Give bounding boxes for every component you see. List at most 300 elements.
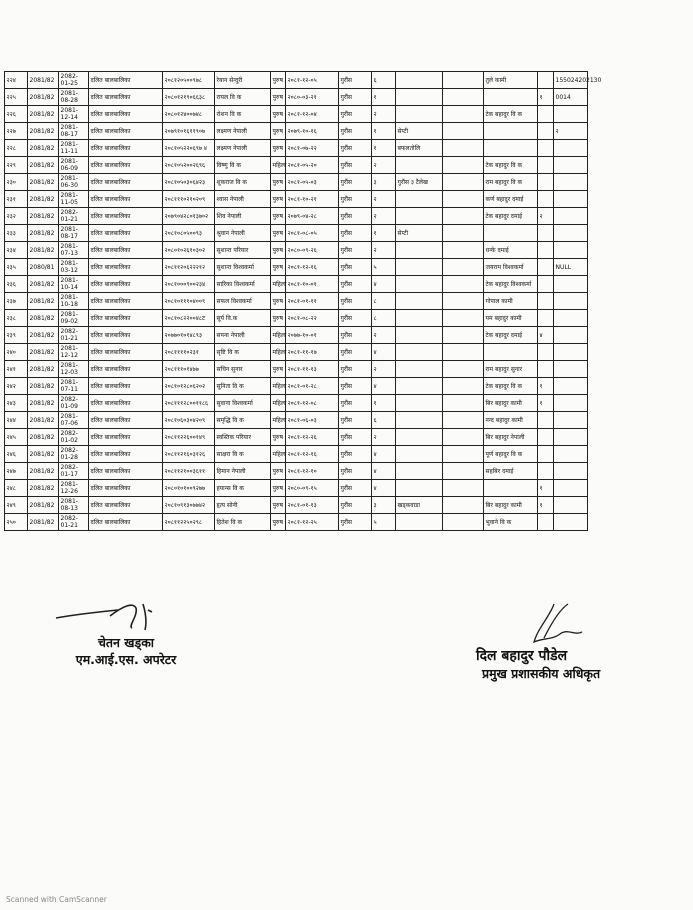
fiscal-year-cell: 2081/82	[28, 123, 59, 140]
birth-reg-no-cell: २०८०१२१९०६६३८	[163, 89, 215, 106]
child-name-cell: लक्ष्मण नेपाली	[215, 140, 271, 157]
ward-cell: १	[372, 140, 396, 157]
birth-reg-no-cell: २०८११२१००३६११	[163, 463, 215, 480]
fiscal-year-cell: 2081/82	[28, 463, 59, 480]
count-cell	[538, 157, 554, 174]
note-cell	[443, 106, 484, 123]
ward-cell: ४	[372, 378, 396, 395]
parent-name-cell: राम बहादुर सुनार	[484, 361, 538, 378]
ward-cell: ४	[372, 276, 396, 293]
table-row	[5, 174, 588, 191]
parent-name-cell	[484, 225, 538, 242]
ward-cell: ८	[372, 310, 396, 327]
count-cell	[538, 242, 554, 259]
fiscal-year-cell: 2081/82	[28, 106, 59, 123]
ward-cell: ५	[372, 259, 396, 276]
child-name-cell: हृत्य सोनी	[215, 497, 271, 514]
fiscal-year-cell: 2081/82	[28, 327, 59, 344]
note-cell	[443, 293, 484, 310]
fiscal-year-cell: 2081/82	[28, 191, 59, 208]
birth-date-cell: २०८१-१२-०४	[286, 106, 339, 123]
entry-date-cell: 2082-01-25	[59, 72, 89, 89]
parent-name-cell: सहबिर दमाई	[484, 463, 538, 480]
serial-no-cell: २४८	[5, 480, 28, 497]
address-cell: गुरौंस	[339, 327, 372, 344]
birth-date-cell: २०८१-१२-१०	[286, 463, 339, 480]
count-cell: २	[538, 208, 554, 225]
note-cell	[443, 480, 484, 497]
place-cell	[396, 412, 443, 429]
fiscal-year-cell: 2081/82	[28, 157, 59, 174]
remark-cell	[554, 463, 588, 480]
ward-cell: ३	[372, 497, 396, 514]
category-cell: दलित बालबालिका	[89, 378, 163, 395]
gender-cell: पुरुष	[271, 208, 286, 225]
right-signer-name: दिल बहादुर पौडेल	[476, 648, 568, 664]
count-cell	[538, 276, 554, 293]
entry-date-cell: 2081-06-09	[59, 157, 89, 174]
parent-name-cell	[484, 344, 538, 361]
parent-name-cell: पूर्ण बहादुर वि क	[484, 446, 538, 463]
address-cell: गुरौंस	[339, 242, 372, 259]
fiscal-year-cell: 2081/82	[28, 208, 59, 225]
table-row	[5, 514, 588, 531]
address-cell: गुरौंस	[339, 514, 372, 531]
category-cell: दलित बालबालिका	[89, 140, 163, 157]
birth-date-cell: २०८१-०७-२२	[286, 140, 339, 157]
address-cell: गुरौंस	[339, 310, 372, 327]
gender-cell: पुरुष	[271, 123, 286, 140]
child-name-cell: सपना नेपाली	[215, 327, 271, 344]
count-cell: १	[538, 480, 554, 497]
entry-date-cell: 2082-01-28	[59, 446, 89, 463]
gender-cell: पुरुष	[271, 242, 286, 259]
gender-cell: पुरुष	[271, 361, 286, 378]
table-row	[5, 293, 588, 310]
category-cell: दलित बालबालिका	[89, 344, 163, 361]
fiscal-year-cell: 2081/82	[28, 395, 59, 412]
table-row	[5, 89, 588, 106]
fiscal-year-cell: 2081/82	[28, 429, 59, 446]
remark-cell	[554, 395, 588, 412]
left-signer-title: एम.आई.एस. अपरेटर	[75, 652, 177, 667]
note-cell	[443, 140, 484, 157]
birth-date-cell: २०८१-०५-०३	[286, 174, 339, 191]
note-cell	[443, 89, 484, 106]
place-cell: सेप्टी	[396, 123, 443, 140]
ward-cell: ४	[372, 463, 396, 480]
count-cell	[538, 446, 554, 463]
gender-cell: पुरुष	[271, 106, 286, 123]
ward-cell: ४	[372, 480, 396, 497]
gender-cell: महिला	[271, 276, 286, 293]
birth-date-cell: २०८०-०३-२१	[286, 89, 339, 106]
category-cell: दलित बालबालिका	[89, 446, 163, 463]
gender-cell: पुरुष	[271, 429, 286, 446]
remark-cell	[554, 140, 588, 157]
note-cell	[443, 225, 484, 242]
note-cell	[443, 497, 484, 514]
count-cell	[538, 344, 554, 361]
category-cell: दलित बालबालिका	[89, 361, 163, 378]
remark-cell	[554, 446, 588, 463]
note-cell	[443, 463, 484, 480]
table-row	[5, 480, 588, 497]
parent-name-cell: भुवाने वि क	[484, 514, 538, 531]
count-cell	[538, 174, 554, 191]
serial-no-cell: २३३	[5, 225, 28, 242]
gender-cell: महिला	[271, 344, 286, 361]
serial-no-cell: २४०	[5, 344, 28, 361]
category-cell: दलित बालबालिका	[89, 514, 163, 531]
ward-cell: ५	[372, 514, 396, 531]
parent-name-cell: कर्ण बहादुर दमाई	[484, 191, 538, 208]
count-cell	[538, 412, 554, 429]
birth-reg-no-cell: २०८१०१२८०६२०२	[163, 378, 215, 395]
place-cell	[396, 276, 443, 293]
entry-date-cell: 2081-08-28	[59, 89, 89, 106]
table-row	[5, 463, 588, 480]
remark-cell	[554, 480, 588, 497]
birth-reg-no-cell: २०८१११२८००११८६	[163, 395, 215, 412]
gender-cell: महिला	[271, 412, 286, 429]
ward-cell: २	[372, 361, 396, 378]
count-cell	[538, 429, 554, 446]
fiscal-year-cell: 2081/82	[28, 174, 59, 191]
note-cell	[443, 344, 484, 361]
address-cell: गुरौंस	[339, 344, 372, 361]
serial-no-cell: २४२	[5, 378, 28, 395]
address-cell: गुरौंस	[339, 106, 372, 123]
note-cell	[443, 361, 484, 378]
birth-date-cell: २०८१-०१-११	[286, 293, 339, 310]
category-cell: दलित बालबालिका	[89, 174, 163, 191]
category-cell: दलित बालबालिका	[89, 395, 163, 412]
note-cell	[443, 395, 484, 412]
gender-cell: पुरुष	[271, 497, 286, 514]
entry-date-cell: 2082-01-21	[59, 514, 89, 531]
ward-cell: ४	[372, 446, 396, 463]
note-cell	[443, 259, 484, 276]
place-cell	[396, 293, 443, 310]
entry-date-cell: 2082-01-17	[59, 463, 89, 480]
place-cell: बफलतोलि	[396, 140, 443, 157]
table-row	[5, 191, 588, 208]
count-cell	[538, 123, 554, 140]
ward-cell: ६	[372, 412, 396, 429]
serial-no-cell: २४१	[5, 361, 28, 378]
birth-date-cell: २०८१-०८-२२	[286, 310, 339, 327]
fiscal-year-cell: 2081/82	[28, 378, 59, 395]
place-cell	[396, 259, 443, 276]
child-name-cell: स्वस्तिक परियार	[215, 429, 271, 446]
address-cell: गुरौंस	[339, 140, 372, 157]
serial-no-cell: २४३	[5, 395, 28, 412]
birth-date-cell: २०८१-१२-१६	[286, 446, 339, 463]
category-cell: दलित बालबालिका	[89, 259, 163, 276]
count-cell	[538, 140, 554, 157]
note-cell	[443, 327, 484, 344]
gender-cell: पुरुष	[271, 89, 286, 106]
serial-no-cell: २४४	[5, 412, 28, 429]
count-cell: १	[538, 378, 554, 395]
child-name-cell: सारिका विश्वकर्मा	[215, 276, 271, 293]
entry-date-cell: 2081-12-26	[59, 480, 89, 497]
birth-date-cell: २०८१-१२-०८	[286, 395, 339, 412]
gender-cell: पुरुष	[271, 463, 286, 480]
parent-name-cell: नन्द बहादुर कामी	[484, 412, 538, 429]
count-cell	[538, 463, 554, 480]
parent-name-cell: टेक बहादुर विश्वकर्मा	[484, 276, 538, 293]
table-row	[5, 412, 588, 429]
place-cell	[396, 242, 443, 259]
category-cell: दलित बालबालिका	[89, 463, 163, 480]
place-cell	[396, 310, 443, 327]
address-cell: गुरौंस	[339, 497, 372, 514]
place-cell	[396, 446, 443, 463]
parent-name-cell: बिर बहादुर नेपाली	[484, 429, 538, 446]
serial-no-cell: २२५	[5, 89, 28, 106]
table-row	[5, 361, 588, 378]
entry-date-cell: 2081-10-18	[59, 293, 89, 310]
birth-reg-no-cell: २०८१०१११०४००९	[163, 293, 215, 310]
child-name-cell: श्रुवान नेपाली	[215, 225, 271, 242]
birth-reg-no-cell: २०८१२०५००९७८	[163, 72, 215, 89]
table-row	[5, 327, 588, 344]
remark-cell: NULL	[554, 259, 588, 276]
beneficiary-table	[4, 71, 602, 531]
address-cell: गुरौंस	[339, 72, 372, 89]
serial-no-cell: २३६	[5, 276, 28, 293]
category-cell: दलित बालबालिका	[89, 89, 163, 106]
remark-cell: 0014	[554, 89, 588, 106]
gender-cell: पुरुष	[271, 174, 286, 191]
parent-name-cell: टेक बहादुर वि क	[484, 157, 538, 174]
birth-date-cell: २०८१-०८-०५	[286, 225, 339, 242]
place-cell	[396, 327, 443, 344]
birth-reg-no-cell: २०८१०००९००२३४	[163, 276, 215, 293]
gender-cell: पुरुष	[271, 72, 286, 89]
table-row	[5, 497, 588, 514]
fiscal-year-cell: 2081/82	[28, 225, 59, 242]
address-cell: गुरौंस	[339, 191, 372, 208]
table-row	[5, 242, 588, 259]
entry-date-cell: 2081-07-11	[59, 378, 89, 395]
category-cell: दलित बालबालिका	[89, 123, 163, 140]
serial-no-cell: २२६	[5, 106, 28, 123]
entry-date-cell: 2081-12-03	[59, 361, 89, 378]
remark-cell	[554, 514, 588, 531]
category-cell: दलित बालबालिका	[89, 191, 163, 208]
ward-cell: २	[372, 191, 396, 208]
birth-reg-no-cell: २०८१०५०३०६४२३	[163, 174, 215, 191]
ward-cell: २	[372, 106, 396, 123]
remark-cell	[554, 310, 588, 327]
birth-reg-no-cell: २०८१०६०३०४२०९	[163, 412, 215, 429]
table-row	[5, 225, 588, 242]
entry-date-cell: 2082-01-21	[59, 327, 89, 344]
table-row	[5, 157, 588, 174]
place-cell	[396, 106, 443, 123]
note-cell	[443, 310, 484, 327]
table-row	[5, 72, 588, 89]
note-cell	[443, 412, 484, 429]
fiscal-year-cell: 2080/81	[28, 259, 59, 276]
parent-name-cell: यम बहादुर कामी	[484, 310, 538, 327]
scanner-watermark: Scanned with CamScanner	[6, 895, 107, 904]
address-cell: गुरौंस	[339, 412, 372, 429]
birth-reg-no-cell: २०८११२२६००१४९	[163, 429, 215, 446]
category-cell: दलित बालबालिका	[89, 412, 163, 429]
remark-cell	[554, 429, 588, 446]
remark-cell	[554, 225, 588, 242]
left-signer-name: चेतन खड्का	[97, 635, 155, 650]
fiscal-year-cell: 2081/82	[28, 310, 59, 327]
remark-cell	[554, 412, 588, 429]
count-cell	[538, 361, 554, 378]
place-cell	[396, 344, 443, 361]
ward-cell: २	[372, 429, 396, 446]
table-row	[5, 378, 588, 395]
serial-no-cell: २२७	[5, 123, 28, 140]
entry-date-cell: 2082-01-09	[59, 395, 89, 412]
ward-cell: १	[372, 225, 396, 242]
ward-cell: १	[372, 395, 396, 412]
address-cell: गुरौंस	[339, 480, 372, 497]
child-name-cell: सुशान्त विश्वकर्मा	[215, 259, 271, 276]
birth-reg-no-cell: २०८११२१६०३१२६	[163, 446, 215, 463]
birth-reg-no-cell: २०७७०१०१४८९३	[163, 327, 215, 344]
birth-reg-no-cell: २०८१११०१४७७	[163, 361, 215, 378]
child-name-cell: सुनिता वि क	[215, 378, 271, 395]
remark-cell: 155024202130	[554, 72, 588, 89]
birth-reg-no-cell: २०८०१०२६१०३०२	[163, 242, 215, 259]
fiscal-year-cell: 2081/82	[28, 412, 59, 429]
address-cell: गुरौंस	[339, 225, 372, 242]
count-cell	[538, 72, 554, 89]
entry-date-cell: 2081-11-11	[59, 140, 89, 157]
parent-name-cell: राम बहादुर वि क	[484, 174, 538, 191]
child-name-cell: हयान्स वि क	[215, 480, 271, 497]
entry-date-cell: 2081-09-02	[59, 310, 89, 327]
birth-date-cell: २०८१-१२-२६	[286, 429, 339, 446]
child-name-cell: हितेश वि क	[215, 514, 271, 531]
child-name-cell: हिमान नेपाली	[215, 463, 271, 480]
serial-no-cell: २३५	[5, 259, 28, 276]
place-cell	[396, 361, 443, 378]
serial-no-cell: २४५	[5, 429, 28, 446]
address-cell: गुरौंस	[339, 208, 372, 225]
remark-cell	[554, 174, 588, 191]
birth-date-cell: २०८०-०९-२६	[286, 242, 339, 259]
parent-name-cell: जयराम विश्वकर्मा	[484, 259, 538, 276]
count-cell	[538, 310, 554, 327]
category-cell: दलित बालबालिका	[89, 208, 163, 225]
note-cell	[443, 446, 484, 463]
ward-cell: १	[372, 89, 396, 106]
place-cell	[396, 89, 443, 106]
entry-date-cell: 2081-03-12	[59, 259, 89, 276]
address-cell: गुरौंस	[339, 395, 372, 412]
count-cell	[538, 191, 554, 208]
birth-date-cell: २०७९-१०-१६	[286, 123, 339, 140]
birth-date-cell: २०८१-११-१७	[286, 344, 339, 361]
fiscal-year-cell: 2081/82	[28, 242, 59, 259]
serial-no-cell: २३८	[5, 310, 28, 327]
table-row	[5, 429, 588, 446]
remark-cell	[554, 378, 588, 395]
fiscal-year-cell: 2081/82	[28, 72, 59, 89]
category-cell: दलित बालबालिका	[89, 276, 163, 293]
gender-cell: पुरुष	[271, 310, 286, 327]
category-cell: दलित बालबालिका	[89, 293, 163, 310]
category-cell: दलित बालबालिका	[89, 242, 163, 259]
ward-cell: २	[372, 327, 396, 344]
fiscal-year-cell: 2081/82	[28, 514, 59, 531]
gender-cell: महिला	[271, 327, 286, 344]
gender-cell: महिला	[271, 378, 286, 395]
address-cell: गुरौंस	[339, 429, 372, 446]
gender-cell: महिला	[271, 446, 286, 463]
birth-date-cell: २०७९-०४-२८	[286, 208, 339, 225]
child-name-cell: समृद्धि वि क	[215, 412, 271, 429]
place-cell	[396, 514, 443, 531]
serial-no-cell: २५०	[5, 514, 28, 531]
category-cell: दलित बालबालिका	[89, 480, 163, 497]
count-cell	[538, 225, 554, 242]
right-signature-scribble	[524, 598, 594, 648]
birth-reg-no-cell: २०८०१०१००९२७७	[163, 480, 215, 497]
birth-reg-no-cell: २०८११११०२३१	[163, 344, 215, 361]
count-cell	[538, 514, 554, 531]
child-name-cell: श्वास नेपाली	[215, 191, 271, 208]
note-cell	[443, 514, 484, 531]
child-name-cell: सुवाना विश्वकर्मा	[215, 395, 271, 412]
serial-no-cell: २३४	[5, 242, 28, 259]
place-cell	[396, 72, 443, 89]
parent-name-cell: टेक बहादुर वि क	[484, 106, 538, 123]
address-cell: गुरौंस	[339, 259, 372, 276]
entry-date-cell: 2081-12-12	[59, 344, 89, 361]
category-cell: दलित बालबालिका	[89, 72, 163, 89]
right-signer-title: प्रमुख प्रशासकीय अधिकृत	[482, 666, 601, 681]
entry-date-cell: 2081-08-17	[59, 123, 89, 140]
table-row	[5, 140, 588, 157]
table-row	[5, 276, 588, 293]
fiscal-year-cell: 2081/82	[28, 446, 59, 463]
place-cell	[396, 429, 443, 446]
birth-date-cell: २०८१-०१-१३	[286, 497, 339, 514]
child-name-cell: सृष्टि वि क	[215, 344, 271, 361]
birth-reg-no-cell: २०८१०९१३०७७४२	[163, 497, 215, 514]
gender-cell: पुरुष	[271, 293, 286, 310]
parent-name-cell	[484, 123, 538, 140]
remark-cell	[554, 344, 588, 361]
serial-no-cell: २३२	[5, 208, 28, 225]
entry-date-cell: 2082-01-02	[59, 429, 89, 446]
gender-cell: पुरुष	[271, 191, 286, 208]
remark-cell	[554, 157, 588, 174]
entry-date-cell: 2081-12-14	[59, 106, 89, 123]
address-cell: गुरौंस	[339, 174, 372, 191]
serial-no-cell: २२४	[5, 72, 28, 89]
birth-date-cell: २०८१-१२-१६	[286, 259, 339, 276]
child-name-cell: साक्षरा वि क	[215, 446, 271, 463]
table-row	[5, 123, 588, 140]
address-cell: गुरौंस	[339, 293, 372, 310]
serial-no-cell: २४६	[5, 446, 28, 463]
fiscal-year-cell: 2081/82	[28, 293, 59, 310]
